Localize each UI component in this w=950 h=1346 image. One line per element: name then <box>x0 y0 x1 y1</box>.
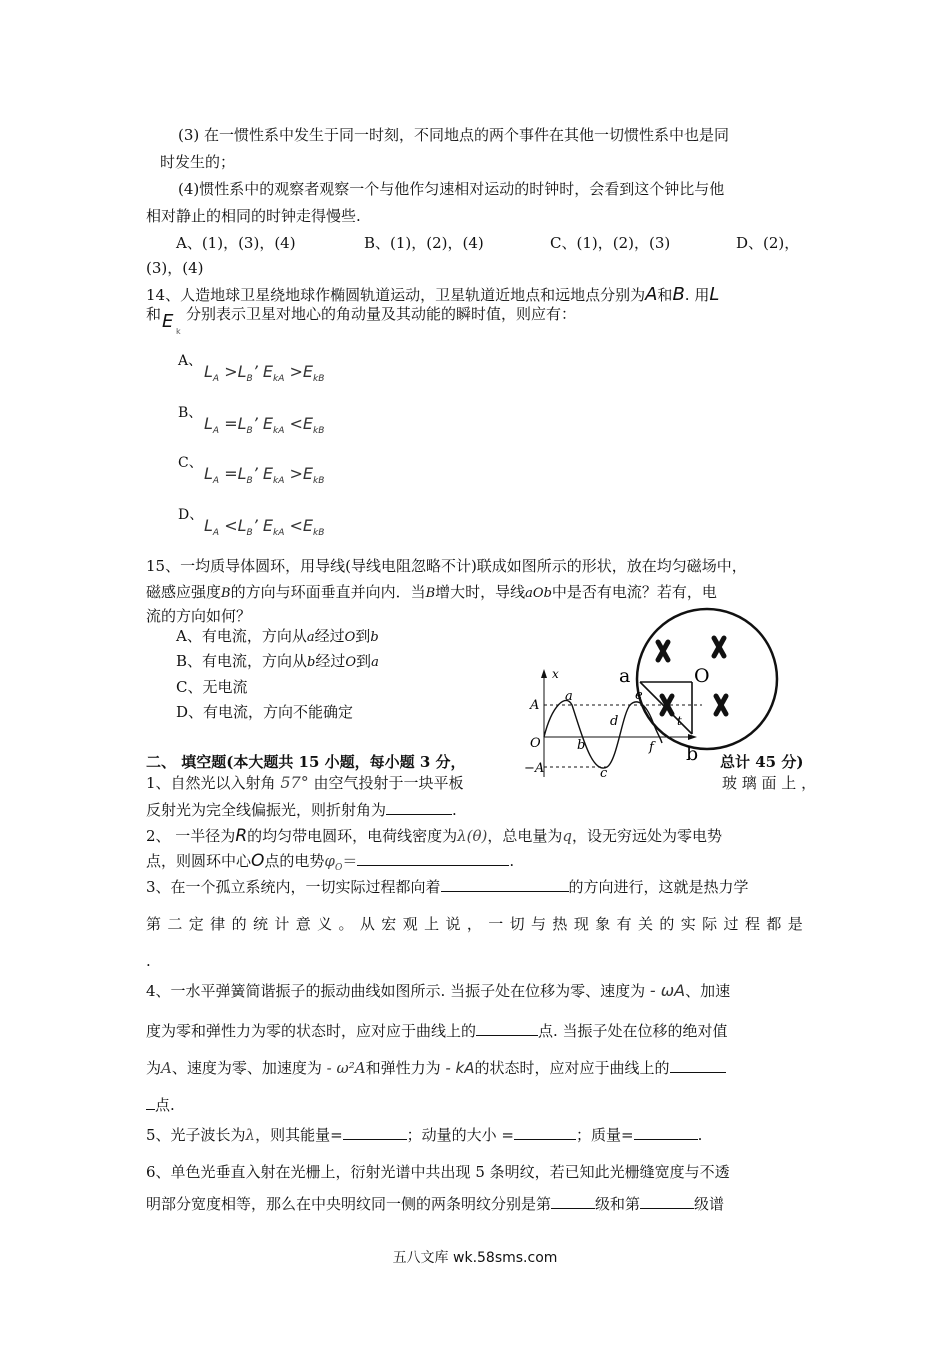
svg-text:a: a <box>565 689 573 704</box>
q15-option-b: B、有电流，方向从b经过O到a <box>176 652 379 670</box>
q13-option-b: B、(1)，(2)，(4) <box>364 234 484 252</box>
svg-text:f: f <box>649 740 654 755</box>
f6-line2: 明部分宽度相等，那么在中央明纹同一侧的两条明纹分别是第 级和第 级谱 <box>146 1195 725 1213</box>
blank-6a[interactable] <box>551 1194 595 1209</box>
f3-char: 关 <box>637 915 653 933</box>
f3-char: 律 <box>210 915 226 933</box>
q14-option-formula: $L_A >L_B$’ $E_{kA} >E_{kB}$ <box>204 362 325 385</box>
f3-char: 宏 <box>381 915 397 933</box>
f3-char: ， <box>466 915 482 933</box>
svg-text:−A: −A <box>524 761 545 776</box>
q14-line1: 14、人造地球卫星绕地球作椭圆轨道运动，卫星轨道近地点和远地点分别为A和B. 用L <box>146 284 720 305</box>
f3-char: 义 <box>317 915 333 933</box>
f3-char: 过 <box>723 915 739 933</box>
svg-text:b: b <box>577 738 586 753</box>
f4-line1: 4、一水平弹簧简谐振子的振动曲线如图所示. 当振子处在位移为零、速度为 - ωA、加速 <box>146 981 731 1000</box>
f3-char: 统 <box>252 915 268 933</box>
label-o: O <box>694 665 710 687</box>
q14-line2-b: 分别表示卫星对地心的角动量及其动能的瞬时值，则应有： <box>186 305 577 323</box>
f1-line1: 1、自然光以入射角 57° 由空气投射于一块平板 <box>146 773 464 792</box>
f3-char: 计 <box>274 915 290 933</box>
f1-line2: 反射光为完全线偏振光，则折射角为 . <box>146 801 457 819</box>
q14-option-letter: C、 <box>178 455 203 471</box>
q13-option-c: C、(1)，(2)，(3) <box>550 234 671 252</box>
f3-char: 现 <box>573 915 589 933</box>
oscillation-curve-figure <box>522 665 702 787</box>
q13-option-d-cont: (3)，(4) <box>146 259 204 277</box>
f3-char: 热 <box>552 915 568 933</box>
f4-line2: 度为零和弹性力为零的状态时，应对应于曲线上的 点. 当振子处在位移的绝对值 <box>146 1022 728 1040</box>
q13-stmt3-line1: (3) 在一惯性系中发生于同一时刻，不同地点的两个事件在其他一切惯性系中也是同 <box>178 126 730 144</box>
q14-line2-a: 和 <box>146 305 162 323</box>
q14-option-letter: B、 <box>178 405 203 421</box>
section2-total: 总计 45 分) <box>720 753 804 771</box>
section2-title: 二、 填空题(本大题共 15 小题，每小题 3 分， <box>146 753 466 771</box>
blank-5a[interactable] <box>343 1125 407 1140</box>
f5-line: 5、光子波长为λ，则其能量= ；动量的大小 = ；质量= . <box>146 1126 703 1144</box>
f3-char: 是 <box>787 915 803 933</box>
svg-text:O: O <box>530 736 541 751</box>
f3-char: 从 <box>359 915 375 933</box>
svg-text:c: c <box>600 766 608 781</box>
f3-line3: . <box>146 952 151 970</box>
f2-line2: 点，则圆环中心O点的电势$\varphi_O=$ . <box>146 851 515 873</box>
f3-char: 二 <box>167 915 183 933</box>
q13-option-d: D、(2)， <box>736 234 800 252</box>
f3-char: 的 <box>231 915 247 933</box>
f3-char: 与 <box>531 915 547 933</box>
f3-char: 说 <box>445 915 461 933</box>
f3-char: 第 <box>146 915 162 933</box>
q15-line1: 15、一均质导体圆环，用导线(导线电阻忽略不计)联成如图所示的形状，放在均匀磁场中， <box>146 557 747 575</box>
blank-5b[interactable] <box>514 1125 576 1140</box>
blank-4b[interactable] <box>670 1058 726 1073</box>
svg-text:d: d <box>610 714 619 729</box>
f3-char: 际 <box>702 915 718 933</box>
q14-symbol-k: k <box>176 327 181 336</box>
f4-line4: 点. <box>146 1095 175 1115</box>
q15-option-c: C、无电流 <box>176 678 248 696</box>
f3-char: 程 <box>744 915 760 933</box>
f3-char: 都 <box>766 915 782 933</box>
f3-char: 。 <box>338 915 354 933</box>
q13-stmt4-line1: (4)惯性系中的观察者观察一个与他作匀速相对运动的时钟时，会看到这个钟比与他 <box>178 180 725 198</box>
svg-text:x: x <box>552 667 559 681</box>
q14-symbol-e: E <box>162 311 174 332</box>
f4-line3: 为A、速度为零、加速度为 - ω²A和弹性力为 - kA的状态时，应对应于曲线上的 <box>146 1058 726 1078</box>
q13-option-a: A、(1)，(3)，(4) <box>176 234 296 252</box>
f3-line2 <box>146 914 803 934</box>
blank-2[interactable] <box>357 851 509 866</box>
svg-text:t: t <box>677 714 682 728</box>
label-b: b <box>686 743 699 765</box>
svg-text:e: e <box>635 688 643 703</box>
blank-4a[interactable] <box>476 1021 538 1036</box>
f2-line1: 2、 一半径为R的均匀带电圆环，电荷线密度为λ(θ)，总电量为q，设无穷远处为零电势 <box>146 826 723 846</box>
f3-char: 上 <box>424 915 440 933</box>
f1-line1-end: 玻 璃 面 上 ， <box>722 774 817 792</box>
f3-char: 意 <box>295 915 311 933</box>
q15-option-a: A、有电流，方向从a经过O到b <box>176 627 379 645</box>
blank-6b[interactable] <box>640 1194 694 1209</box>
label-a: a <box>619 665 631 687</box>
q13-stmt4-line2: 相对静止的相同的时钟走得慢些. <box>146 207 361 225</box>
blank-1[interactable] <box>386 800 452 815</box>
q15-line2: 磁感应强度B的方向与环面垂直并向内．当B增大时，导线aOb中是否有电流？若有，电 <box>146 583 717 601</box>
q13-stmt3-line2: 时发生的； <box>160 153 236 171</box>
sine-curve <box>544 700 662 768</box>
svg-text:A: A <box>530 698 540 713</box>
f3-line1: 3、在一个孤立系统内，一切实际过程都向着 的方向进行，这就是热力学 <box>146 878 749 896</box>
f3-char: 观 <box>402 915 418 933</box>
q14-option-letter: A、 <box>178 353 203 369</box>
q14-option-letter: D、 <box>178 507 204 523</box>
f3-char: 有 <box>616 915 632 933</box>
q14-option-formula: $L_A <L_B$’ $E_{kA} <E_{kB}$ <box>204 516 325 539</box>
q14-option-formula: $L_A =L_B$’ $E_{kA} >E_{kB}$ <box>204 464 325 487</box>
f3-char: 实 <box>680 915 696 933</box>
f3-char: 象 <box>595 915 611 933</box>
f3-char: 定 <box>188 915 204 933</box>
blank-3[interactable] <box>441 877 569 892</box>
footer-watermark: 五八文库 wk.58sms.com <box>392 1250 558 1266</box>
q14-option-formula: $L_A =L_B$’ $E_{kA} <E_{kB}$ <box>204 414 325 437</box>
blank-4b-cont[interactable] <box>146 1095 155 1110</box>
f3-char: 的 <box>659 915 675 933</box>
f3-char: 切 <box>509 915 525 933</box>
q15-line3: 流的方向如何？ <box>146 607 252 625</box>
blank-5c[interactable] <box>634 1125 698 1140</box>
q15-option-d: D、有电流，方向不能确定 <box>176 703 354 721</box>
f3-char: 一 <box>488 915 504 933</box>
f6-line1: 6、单色光垂直入射在光栅上，衍射光谱中共出现 5 条明纹，若已知此光栅缝宽度与不透 <box>146 1163 730 1181</box>
